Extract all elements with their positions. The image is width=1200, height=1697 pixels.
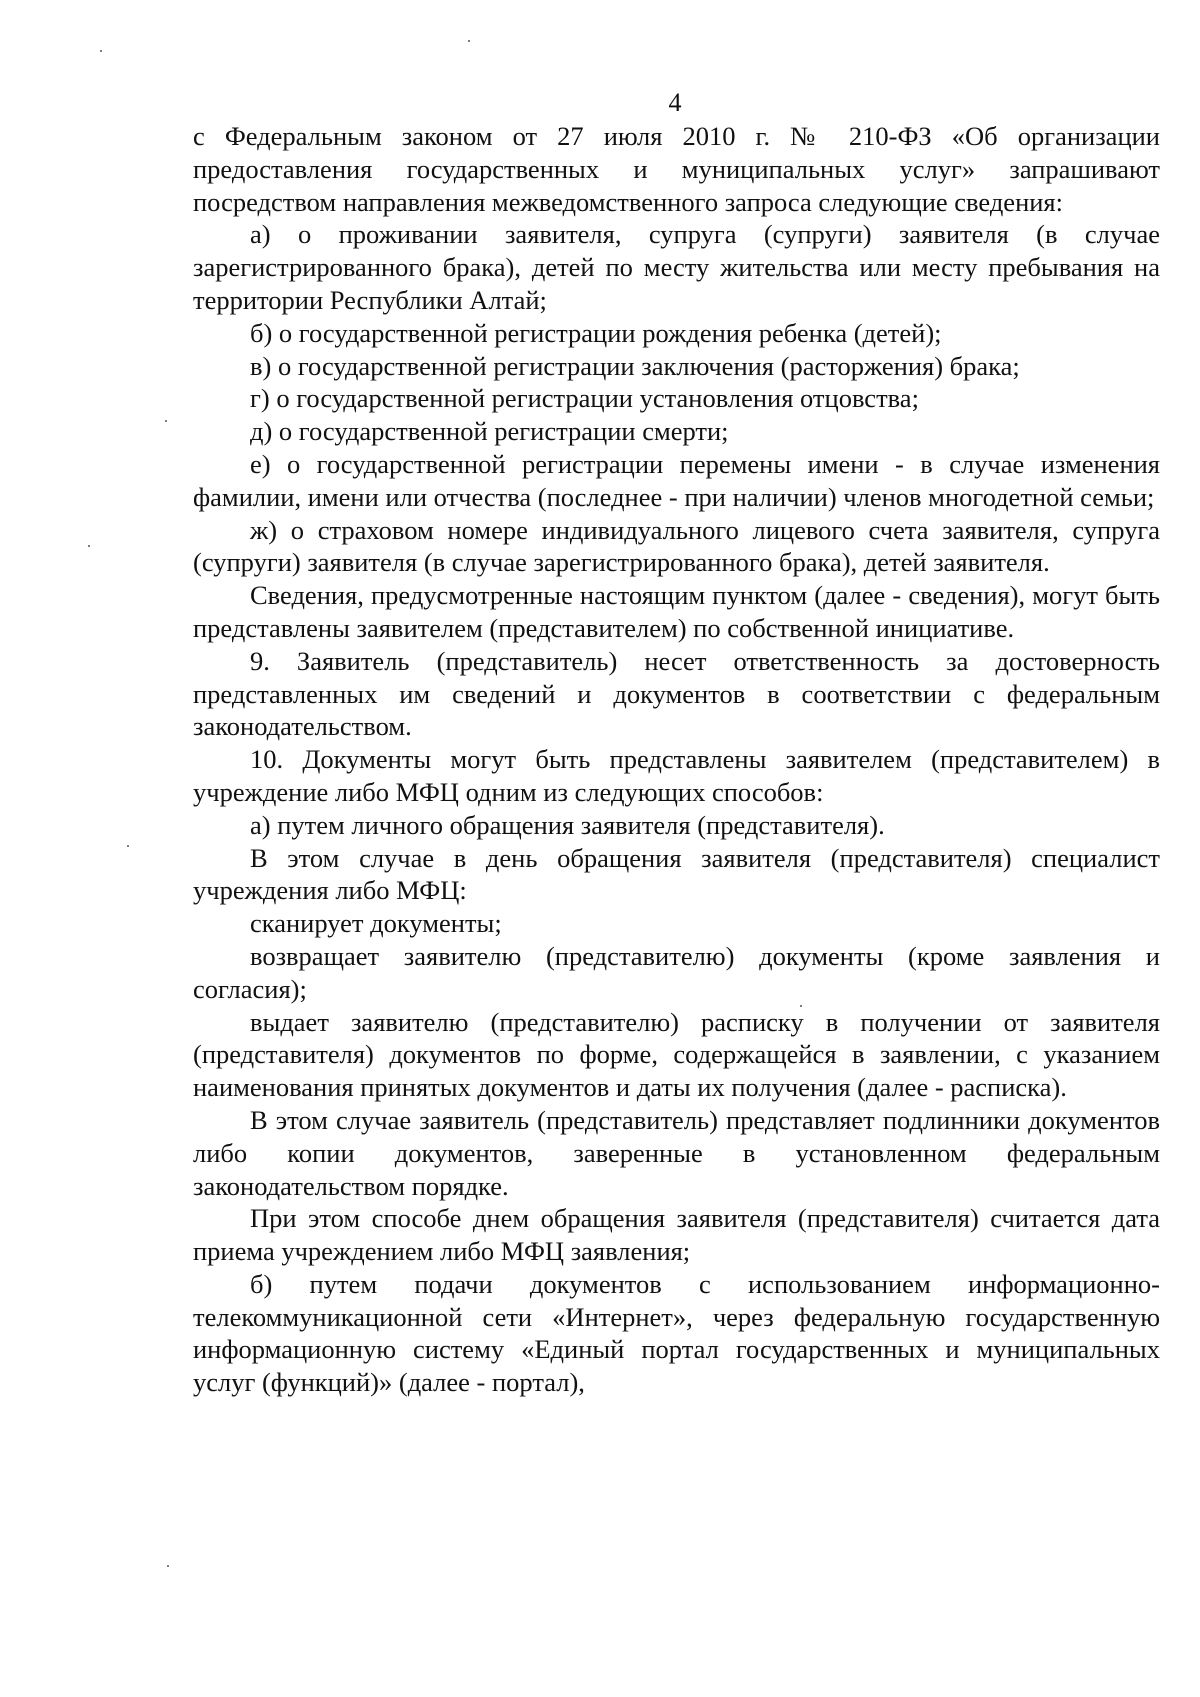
paragraph: в) о государственной регистрации заключения (расторжения) брака; [250, 350, 1020, 381]
scan-speck [167, 1565, 169, 1567]
paragraph: а) путем личного обращения заявителя (представителя). [250, 809, 885, 840]
scan-speck [800, 1005, 802, 1007]
paragraph: а) о проживании заявителя, супруга (супруги) заявителя (в случае зарегистрированного брака), детей по месту жительства или месту пребывания на территории Республики Алтай; [193, 219, 1160, 315]
scan-speck [127, 845, 129, 847]
paragraph: В этом случае заявитель (представитель) представляет подлинники документов либо копии документов, заверенные в установленном федеральным законодательством порядке. [193, 1104, 1160, 1201]
paragraph: с Федеральным законом от 27 июля 2010 г. № 210-ФЗ «Об организации предоставления государственных и муниципальных услуг» запрашивают посредством направления межведомственного запроса следующие сведения: [193, 121, 1160, 217]
scan-speck [88, 545, 90, 547]
paragraph: возвращает заявителю (представителю) документы (кроме заявления и согласия); [193, 940, 1160, 1004]
paragraph: 10. Документы могут быть представлены заявителем (представителем) в учреждение либо МФЦ одним из следующих способов: [193, 744, 1160, 807]
paragraph: В этом случае в день обращения заявителя (представителя) специалист учреждения либо МФЦ: [193, 842, 1160, 906]
paragraph: 9. Заявитель (представитель) несет ответственность за достоверность представленных им сведений и документов в соответствии с федеральным законодательством. [193, 645, 1160, 742]
paragraph: выдает заявителю (представителю) расписку в получении от заявителя (представителя) документов по форме, содержащейся в заявлении, с указанием наименования принятых документов и даты их получения (далее - расписка). [193, 1006, 1160, 1103]
page-number: 4 [668, 88, 682, 117]
paragraph: сканирует документы; [250, 908, 502, 939]
scan-speck [165, 420, 167, 422]
paragraph: При этом способе днем обращения заявителя (представителя) считается дата приема учреждением либо МФЦ заявления; [193, 1203, 1160, 1267]
document-body [193, 120, 1160, 1399]
paragraph: г) о государственной регистрации установления отцовства; [250, 383, 919, 414]
paragraph: д) о государственной регистрации смерти; [250, 416, 729, 447]
paragraph: ж) о страховом номере индивидуального лицевого счета заявителя, супруга (супруги) заявителя (в случае зарегистрированного брака), детей заявителя. [193, 514, 1160, 578]
paragraph: б) путем подачи документов с использованием информационно-телекоммуникационной сети «Интернет», через федеральную государственную информационную систему «Единый портал государственных и муниципальных услуг (функций)» (далее - портал), [193, 1268, 1160, 1398]
paragraph: Сведения, предусмотренные настоящим пунктом (далее - сведения), могут быть представлены заявителем (представителем) по собственной инициативе. [193, 580, 1160, 643]
scan-speck [100, 50, 102, 52]
paragraph: б) о государственной регистрации рождения ребенка (детей); [250, 317, 942, 348]
scan-speck [468, 40, 470, 42]
paragraph: е) о государственной регистрации перемены имени - в случае изменения фамилии, имени или отчества (последнее - при наличии) членов многодетной семьи; [193, 448, 1160, 512]
